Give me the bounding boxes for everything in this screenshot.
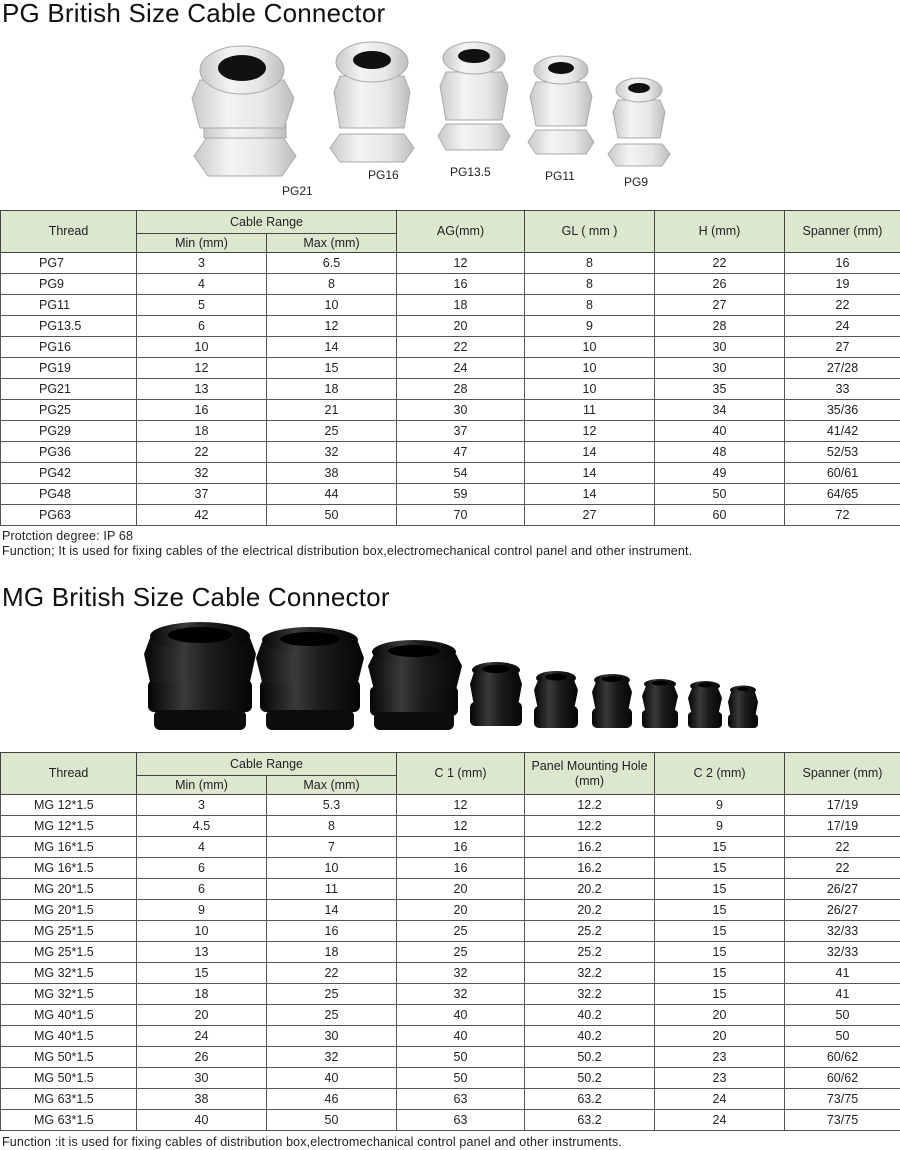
value-cell: 10 xyxy=(525,337,655,358)
table-row xyxy=(1,858,900,879)
value-cell: 6 xyxy=(137,316,267,337)
value-cell: 18 xyxy=(397,295,525,316)
value-cell: 8 xyxy=(267,816,397,837)
table-row xyxy=(1,900,900,921)
col-gl: GL ( mm ) xyxy=(525,211,655,253)
table-row xyxy=(1,879,900,900)
value-cell: 16 xyxy=(397,274,525,295)
value-cell: 40 xyxy=(137,1110,267,1131)
thread-cell: PG21 xyxy=(1,379,137,400)
thread-cell: MG 32*1.5 xyxy=(1,984,137,1005)
value-cell: 18 xyxy=(267,379,397,400)
col-thread: Thread xyxy=(1,211,137,253)
value-cell: 8 xyxy=(525,253,655,274)
value-cell: 32 xyxy=(397,963,525,984)
pg-photo-label: PG9 xyxy=(624,175,649,189)
value-cell: 35/36 xyxy=(785,400,900,421)
pg-product-photo xyxy=(0,38,900,206)
value-cell: 26 xyxy=(655,274,785,295)
thread-cell: MG 50*1.5 xyxy=(1,1068,137,1089)
value-cell: 32/33 xyxy=(785,942,900,963)
value-cell: 14 xyxy=(525,463,655,484)
thread-cell: PG48 xyxy=(1,484,137,505)
value-cell: 8 xyxy=(267,274,397,295)
value-cell: 27 xyxy=(655,295,785,316)
pg-section-title: PG British Size Cable Connector xyxy=(2,0,386,28)
value-cell: 8 xyxy=(525,295,655,316)
value-cell: 22 xyxy=(785,858,900,879)
value-cell: 5.3 xyxy=(267,795,397,816)
table-row xyxy=(1,1068,900,1089)
table-row xyxy=(1,337,900,358)
thread-cell: PG25 xyxy=(1,400,137,421)
table-row xyxy=(1,295,900,316)
value-cell: 73/75 xyxy=(785,1110,900,1131)
value-cell: 32.2 xyxy=(525,984,655,1005)
table-row xyxy=(1,1005,900,1026)
table-row xyxy=(1,1047,900,1068)
value-cell: 73/75 xyxy=(785,1089,900,1110)
value-cell: 15 xyxy=(655,921,785,942)
pg-photo-label: PG16 xyxy=(368,168,399,182)
value-cell: 70 xyxy=(397,505,525,526)
value-cell: 25 xyxy=(267,421,397,442)
value-cell: 25.2 xyxy=(525,942,655,963)
col-ag: AG(mm) xyxy=(397,211,525,253)
value-cell: 20 xyxy=(397,316,525,337)
value-cell: 20 xyxy=(137,1005,267,1026)
value-cell: 4 xyxy=(137,274,267,295)
col-thread: Thread xyxy=(1,753,137,795)
value-cell: 37 xyxy=(397,421,525,442)
value-cell: 20 xyxy=(655,1026,785,1047)
thread-cell: PG36 xyxy=(1,442,137,463)
value-cell: 6 xyxy=(137,858,267,879)
pg13-5-gland xyxy=(438,42,510,150)
value-cell: 28 xyxy=(397,379,525,400)
value-cell: 30 xyxy=(137,1068,267,1089)
value-cell: 16 xyxy=(397,858,525,879)
value-cell: 16 xyxy=(397,837,525,858)
value-cell: 11 xyxy=(525,400,655,421)
col-c1: C 1 (mm) xyxy=(397,753,525,795)
value-cell: 3 xyxy=(137,795,267,816)
thread-cell: PG29 xyxy=(1,421,137,442)
value-cell: 32/33 xyxy=(785,921,900,942)
col-cable-range: Cable Range xyxy=(137,211,397,234)
pg-function-note: Function; It is used for fixing cables of the electrical distribution box,electromechanical control panel and other instrument. xyxy=(2,544,693,558)
value-cell: 35 xyxy=(655,379,785,400)
value-cell: 12 xyxy=(525,421,655,442)
value-cell: 50.2 xyxy=(525,1047,655,1068)
value-cell: 60/62 xyxy=(785,1068,900,1089)
value-cell: 20 xyxy=(655,1005,785,1026)
thread-cell: PG7 xyxy=(1,253,137,274)
value-cell: 9 xyxy=(655,816,785,837)
value-cell: 25 xyxy=(267,1005,397,1026)
value-cell: 9 xyxy=(655,795,785,816)
value-cell: 26/27 xyxy=(785,879,900,900)
value-cell: 50 xyxy=(267,1110,397,1131)
table-row xyxy=(1,442,900,463)
col-min: Min (mm) xyxy=(137,234,267,253)
table-row xyxy=(1,1089,900,1110)
mg-section-title: MG British Size Cable Connector xyxy=(2,582,390,612)
value-cell: 30 xyxy=(397,400,525,421)
value-cell: 19 xyxy=(785,274,900,295)
value-cell: 15 xyxy=(655,984,785,1005)
value-cell: 13 xyxy=(137,379,267,400)
value-cell: 48 xyxy=(655,442,785,463)
table-row xyxy=(1,253,900,274)
value-cell: 64/65 xyxy=(785,484,900,505)
value-cell: 15 xyxy=(655,879,785,900)
pg-photo-label: PG13.5 xyxy=(450,165,491,179)
value-cell: 12 xyxy=(397,816,525,837)
value-cell: 10 xyxy=(137,921,267,942)
value-cell: 18 xyxy=(137,421,267,442)
value-cell: 44 xyxy=(267,484,397,505)
value-cell: 40.2 xyxy=(525,1026,655,1047)
mg-function-note: Function :it is used for fixing cables of distribution box,electromechanical control panel and other instruments. xyxy=(2,1135,623,1149)
value-cell: 27/28 xyxy=(785,358,900,379)
table-row xyxy=(1,484,900,505)
table-row xyxy=(1,984,900,1005)
value-cell: 50 xyxy=(785,1005,900,1026)
table-row xyxy=(1,400,900,421)
col-c2: C 2 (mm) xyxy=(655,753,785,795)
value-cell: 18 xyxy=(137,984,267,1005)
value-cell: 14 xyxy=(525,442,655,463)
value-cell: 60/61 xyxy=(785,463,900,484)
mg-spec-table xyxy=(0,752,900,1131)
col-min: Min (mm) xyxy=(137,776,267,795)
value-cell: 50 xyxy=(267,505,397,526)
table-row xyxy=(1,921,900,942)
value-cell: 27 xyxy=(785,337,900,358)
value-cell: 16.2 xyxy=(525,858,655,879)
col-panel-hole: Panel Mounting Hole (mm) xyxy=(525,753,655,795)
value-cell: 9 xyxy=(525,316,655,337)
value-cell: 52/53 xyxy=(785,442,900,463)
value-cell: 12.2 xyxy=(525,795,655,816)
thread-cell: MG 20*1.5 xyxy=(1,900,137,921)
value-cell: 16 xyxy=(267,921,397,942)
value-cell: 63 xyxy=(397,1089,525,1110)
value-cell: 15 xyxy=(655,858,785,879)
value-cell: 15 xyxy=(655,963,785,984)
value-cell: 22 xyxy=(655,253,785,274)
value-cell: 7 xyxy=(267,837,397,858)
pg11-gland xyxy=(528,56,594,154)
value-cell: 22 xyxy=(785,837,900,858)
col-spanner: Spanner (mm) xyxy=(785,211,900,253)
value-cell: 6.5 xyxy=(267,253,397,274)
value-cell: 20 xyxy=(397,879,525,900)
value-cell: 3 xyxy=(137,253,267,274)
thread-cell: PG63 xyxy=(1,505,137,526)
value-cell: 22 xyxy=(137,442,267,463)
value-cell: 10 xyxy=(137,337,267,358)
value-cell: 41 xyxy=(785,963,900,984)
thread-cell: PG11 xyxy=(1,295,137,316)
pg16-gland xyxy=(330,42,414,162)
thread-cell: MG 63*1.5 xyxy=(1,1089,137,1110)
value-cell: 22 xyxy=(785,295,900,316)
thread-cell: PG16 xyxy=(1,337,137,358)
value-cell: 14 xyxy=(267,900,397,921)
value-cell: 8 xyxy=(525,274,655,295)
value-cell: 24 xyxy=(655,1110,785,1131)
value-cell: 15 xyxy=(655,900,785,921)
value-cell: 37 xyxy=(137,484,267,505)
value-cell: 30 xyxy=(267,1026,397,1047)
value-cell: 40 xyxy=(267,1068,397,1089)
value-cell: 17/19 xyxy=(785,795,900,816)
value-cell: 4.5 xyxy=(137,816,267,837)
value-cell: 50 xyxy=(785,1026,900,1047)
value-cell: 38 xyxy=(267,463,397,484)
mg-product-photo xyxy=(0,620,900,738)
table-row xyxy=(1,1026,900,1047)
value-cell: 33 xyxy=(785,379,900,400)
value-cell: 60 xyxy=(655,505,785,526)
col-cable-range: Cable Range xyxy=(137,753,397,776)
thread-cell: MG 20*1.5 xyxy=(1,879,137,900)
value-cell: 46 xyxy=(267,1089,397,1110)
value-cell: 23 xyxy=(655,1047,785,1068)
value-cell: 34 xyxy=(655,400,785,421)
pg-spec-table xyxy=(0,210,900,526)
value-cell: 20.2 xyxy=(525,900,655,921)
value-cell: 54 xyxy=(397,463,525,484)
thread-cell: MG 16*1.5 xyxy=(1,858,137,879)
value-cell: 47 xyxy=(397,442,525,463)
col-spanner: Spanner (mm) xyxy=(785,753,900,795)
thread-cell: PG19 xyxy=(1,358,137,379)
thread-cell: PG42 xyxy=(1,463,137,484)
value-cell: 23 xyxy=(655,1068,785,1089)
value-cell: 26 xyxy=(137,1047,267,1068)
value-cell: 40 xyxy=(397,1005,525,1026)
value-cell: 15 xyxy=(267,358,397,379)
pg21-gland xyxy=(192,46,296,176)
col-h: H (mm) xyxy=(655,211,785,253)
value-cell: 40 xyxy=(655,421,785,442)
value-cell: 4 xyxy=(137,837,267,858)
value-cell: 6 xyxy=(137,879,267,900)
value-cell: 59 xyxy=(397,484,525,505)
value-cell: 38 xyxy=(137,1089,267,1110)
value-cell: 25 xyxy=(267,984,397,1005)
value-cell: 24 xyxy=(785,316,900,337)
value-cell: 12.2 xyxy=(525,816,655,837)
table-row xyxy=(1,316,900,337)
table-row xyxy=(1,837,900,858)
value-cell: 24 xyxy=(137,1026,267,1047)
value-cell: 50 xyxy=(655,484,785,505)
col-max: Max (mm) xyxy=(267,776,397,795)
value-cell: 50.2 xyxy=(525,1068,655,1089)
value-cell: 17/19 xyxy=(785,816,900,837)
value-cell: 32 xyxy=(267,442,397,463)
value-cell: 14 xyxy=(267,337,397,358)
value-cell: 24 xyxy=(397,358,525,379)
thread-cell: MG 40*1.5 xyxy=(1,1005,137,1026)
value-cell: 16 xyxy=(137,400,267,421)
pg-photo-label: PG21 xyxy=(282,184,313,198)
mg-gland-row xyxy=(144,622,758,730)
value-cell: 22 xyxy=(397,337,525,358)
thread-cell: MG 12*1.5 xyxy=(1,795,137,816)
value-cell: 49 xyxy=(655,463,785,484)
value-cell: 32 xyxy=(267,1047,397,1068)
thread-cell: MG 25*1.5 xyxy=(1,942,137,963)
value-cell: 40.2 xyxy=(525,1005,655,1026)
table-row xyxy=(1,358,900,379)
thread-cell: MG 63*1.5 xyxy=(1,1110,137,1131)
value-cell: 12 xyxy=(397,253,525,274)
value-cell: 14 xyxy=(525,484,655,505)
value-cell: 50 xyxy=(397,1068,525,1089)
table-row xyxy=(1,505,900,526)
value-cell: 30 xyxy=(655,358,785,379)
value-cell: 10 xyxy=(267,295,397,316)
value-cell: 11 xyxy=(267,879,397,900)
value-cell: 63 xyxy=(397,1110,525,1131)
thread-cell: MG 32*1.5 xyxy=(1,963,137,984)
value-cell: 50 xyxy=(397,1047,525,1068)
value-cell: 30 xyxy=(655,337,785,358)
thread-cell: MG 12*1.5 xyxy=(1,816,137,837)
value-cell: 12 xyxy=(397,795,525,816)
value-cell: 63.2 xyxy=(525,1089,655,1110)
value-cell: 27 xyxy=(525,505,655,526)
value-cell: 32 xyxy=(137,463,267,484)
table-row xyxy=(1,816,900,837)
value-cell: 9 xyxy=(137,900,267,921)
value-cell: 63.2 xyxy=(525,1110,655,1131)
value-cell: 32 xyxy=(397,984,525,1005)
value-cell: 20 xyxy=(397,900,525,921)
table-row xyxy=(1,1110,900,1131)
table-row xyxy=(1,942,900,963)
value-cell: 10 xyxy=(525,379,655,400)
thread-cell: MG 40*1.5 xyxy=(1,1026,137,1047)
pg-protection-note: Protction degree: IP 68 xyxy=(2,529,134,543)
value-cell: 13 xyxy=(137,942,267,963)
value-cell: 25 xyxy=(397,921,525,942)
table-row xyxy=(1,463,900,484)
table-row xyxy=(1,379,900,400)
table-row xyxy=(1,274,900,295)
value-cell: 40 xyxy=(397,1026,525,1047)
value-cell: 12 xyxy=(267,316,397,337)
thread-cell: PG13.5 xyxy=(1,316,137,337)
table-row xyxy=(1,795,900,816)
value-cell: 12 xyxy=(137,358,267,379)
value-cell: 16.2 xyxy=(525,837,655,858)
value-cell: 21 xyxy=(267,400,397,421)
value-cell: 18 xyxy=(267,942,397,963)
thread-cell: MG 25*1.5 xyxy=(1,921,137,942)
value-cell: 10 xyxy=(267,858,397,879)
value-cell: 25 xyxy=(397,942,525,963)
value-cell: 15 xyxy=(137,963,267,984)
value-cell: 24 xyxy=(655,1089,785,1110)
value-cell: 16 xyxy=(785,253,900,274)
value-cell: 22 xyxy=(267,963,397,984)
pg-photo-label: PG11 xyxy=(545,169,575,183)
pg9-gland xyxy=(608,78,670,166)
value-cell: 20.2 xyxy=(525,879,655,900)
value-cell: 60/62 xyxy=(785,1047,900,1068)
value-cell: 25.2 xyxy=(525,921,655,942)
value-cell: 15 xyxy=(655,837,785,858)
value-cell: 41 xyxy=(785,984,900,1005)
thread-cell: MG 50*1.5 xyxy=(1,1047,137,1068)
thread-cell: PG9 xyxy=(1,274,137,295)
value-cell: 42 xyxy=(137,505,267,526)
col-max: Max (mm) xyxy=(267,234,397,253)
value-cell: 26/27 xyxy=(785,900,900,921)
value-cell: 10 xyxy=(525,358,655,379)
value-cell: 72 xyxy=(785,505,900,526)
table-row xyxy=(1,963,900,984)
table-row xyxy=(1,421,900,442)
value-cell: 28 xyxy=(655,316,785,337)
thread-cell: MG 16*1.5 xyxy=(1,837,137,858)
value-cell: 32.2 xyxy=(525,963,655,984)
value-cell: 15 xyxy=(655,942,785,963)
value-cell: 5 xyxy=(137,295,267,316)
value-cell: 41/42 xyxy=(785,421,900,442)
